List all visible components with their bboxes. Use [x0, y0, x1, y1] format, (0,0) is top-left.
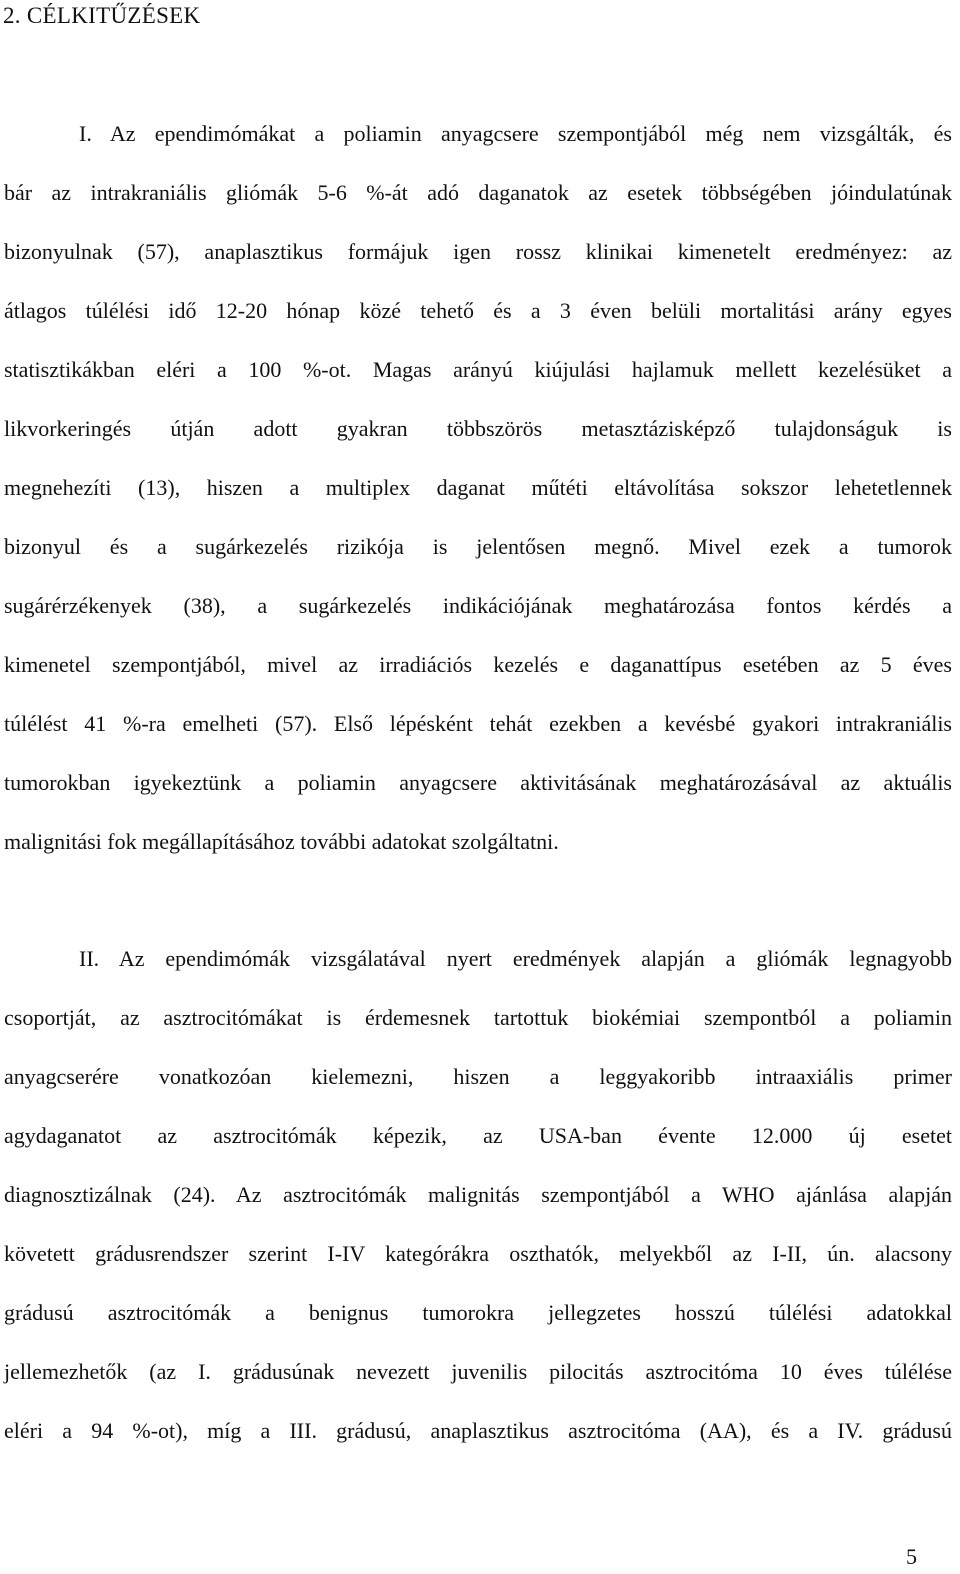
- page-number: 5: [906, 1544, 917, 1569]
- text-line: bár az intrakraniális gliómák 5-6 %-át adó daganatok az esetek többségében jóindulatúnak: [4, 180, 952, 205]
- text-line: tumorokban igyekeztünk a poliamin anyagcsere aktivitásának meghatározásával az aktuális: [4, 770, 952, 795]
- text-line: jellemezhetők (az I. grádusúnak nevezett juvenilis pilocitás asztrocitóma 10 éves túlélése: [4, 1359, 952, 1384]
- paragraph-1: [4, 104, 952, 871]
- text-line: követett grádusrendszer szerint I-IV kategórákra oszthatók, melyekből az I-II, ún. alacsony: [4, 1241, 952, 1266]
- text-line: átlagos túlélési idő 12-20 hónap közé tehető és a 3 éven belüli mortalitási arány egyes: [4, 298, 952, 323]
- text-line: túlélést 41 %-ra emelheti (57). Első lépésként tehát ezekben a kevésbé gyakori intrakraniális: [4, 711, 952, 736]
- text-line: anyagcserére vonatkozóan kielemezni, hiszen a leggyakoribb intraaxiális primer: [4, 1064, 952, 1089]
- text-line: likvorkeringés útján adott gyakran többszörös metasztázisképző tulajdonságuk is: [4, 416, 952, 441]
- text-line: sugárérzékenyek (38), a sugárkezelés indikációjának meghatározása fontos kérdés a: [4, 593, 952, 618]
- text-line: II. Az ependimómák vizsgálatával nyert eredmények alapján a gliómák legnagyobb: [79, 946, 952, 971]
- text-line: eléri a 94 %-ot), míg a III. grádusú, anaplasztikus asztrocitóma (AA), és a IV. grádusú: [4, 1418, 952, 1443]
- text-line: grádusú asztrocitómák a benignus tumorokra jellegzetes hosszú túlélési adatokkal: [4, 1300, 952, 1325]
- paragraph-2: [4, 929, 952, 1460]
- text-line: bizonyul és a sugárkezelés rizikója is jelentősen megnő. Mivel ezek a tumorok: [4, 534, 952, 559]
- text-line: diagnosztizálnak (24). Az asztrocitómák malignitás szempontjából a WHO ajánlása alapján: [4, 1182, 952, 1207]
- text-line: I. Az ependimómákat a poliamin anyagcsere szempontjából még nem vizsgálták, és: [79, 121, 952, 146]
- text-line: bizonyulnak (57), anaplasztikus formájuk igen rossz klinikai kimenetelt eredményez: az: [4, 239, 952, 264]
- text-line: megnehezíti (13), hiszen a multiplex daganat műtéti eltávolítása sokszor lehetetlennek: [4, 475, 952, 500]
- text-line: statisztikákban eléri a 100 %-ot. Magas arányú kiújulási hajlamuk mellett kezelésüket a: [4, 357, 952, 382]
- text-line: csoportját, az asztrocitómákat is érdemesnek tartottuk biokémiai szempontból a poliamin: [4, 1005, 952, 1030]
- section-heading: 2. CÉLKITŰZÉSEK: [3, 3, 201, 28]
- text-line: kimenetel szempontjából, mivel az irradiációs kezelés e daganattípus esetében az 5 éves: [4, 652, 952, 677]
- text-line: agydaganatot az asztrocitómák képezik, az USA-ban évente 12.000 új esetet: [4, 1123, 952, 1148]
- text-line: malignitási fok megállapításához további adatokat szolgáltatni.: [4, 829, 559, 854]
